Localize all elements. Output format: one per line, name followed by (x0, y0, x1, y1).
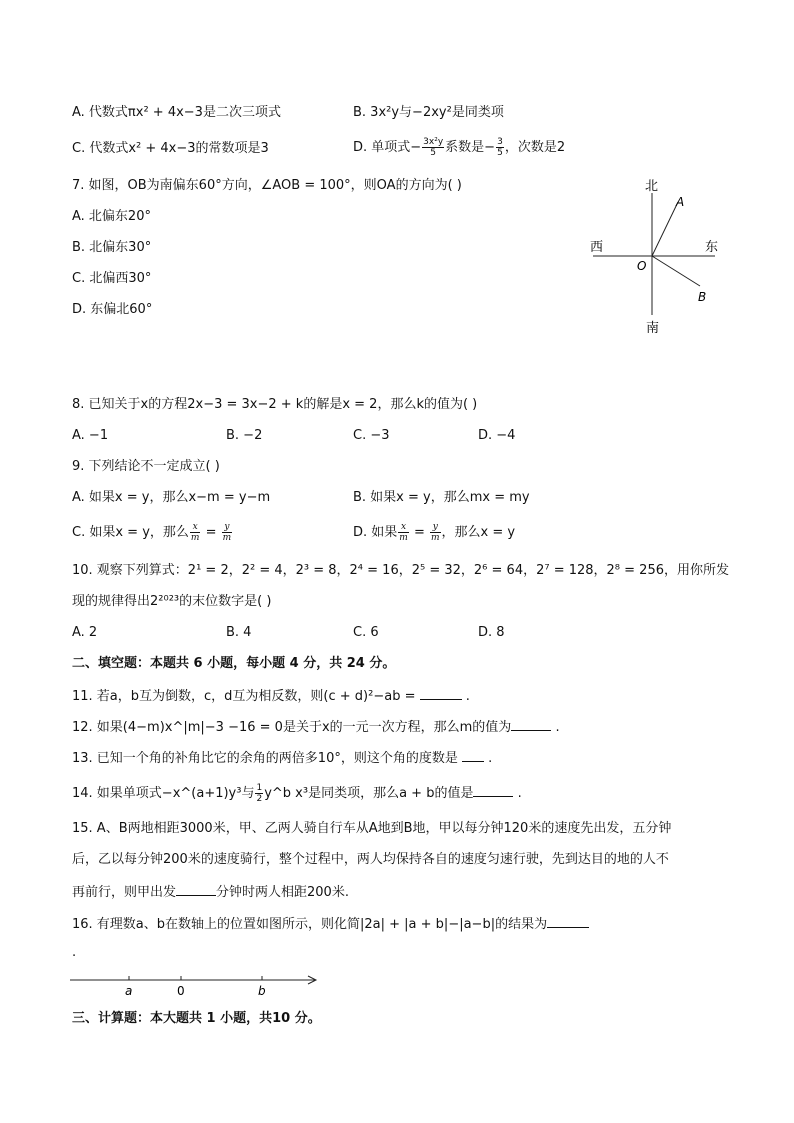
q9-option-c: C. 如果x = y，那么 $\frac{x}{m}$ = $\frac{y}{m}$ (72, 522, 232, 543)
q9-c-fraction-left: $\frac{x}{m}$ (190, 522, 200, 543)
label-point-a: A (676, 195, 685, 209)
q13-answer-blank[interactable] (462, 749, 484, 762)
q12-text: 12. 如果(4−m)x^|m|−3 −16 = 0是关于x的一元一次方程，那么m的值为 (72, 720, 512, 735)
q11-period: . (465, 689, 470, 704)
q13 (72, 749, 492, 767)
q11-text: 11. 若a，b互为倒数，c，d互为相反数，则(c + d)²−ab = (72, 689, 416, 704)
tick-label-a: a (125, 984, 133, 998)
q6-d-mid: 系数是− (445, 140, 496, 155)
q15-line3-post: 分钟时两人相距200米. (216, 885, 349, 900)
q10-option-b: B. 4 (226, 625, 252, 640)
q11 (72, 687, 470, 705)
q8-option-d: D. −4 (478, 428, 516, 443)
q6-option-c: C. 代数式x² + 4x−3的常数项是3 (72, 141, 269, 156)
q14 (72, 783, 522, 805)
q15-line3-pre: 再前行，则甲出发 (72, 885, 177, 900)
q7-stem: 7. 如图，OB为南偏东60°方向，∠AOB = 100°，则OA的方向为( ) (72, 178, 462, 193)
q16-stem (72, 915, 589, 933)
q10-option-c: C. 6 (353, 625, 379, 640)
q9-d-suffix: ，那么x = y (441, 525, 516, 540)
q9-option-d: D. 如果 $\frac{x}{m}$ = $\frac{y}{m}$ ，那么x = y (353, 522, 516, 543)
q15-answer-blank[interactable] (176, 883, 216, 896)
q10-option-d: D. 8 (478, 625, 505, 640)
q6-d-suffix: ，次数是2 (504, 140, 566, 155)
q7-compass-figure (585, 175, 725, 340)
q6-d-fraction2-num: 3 (497, 137, 503, 147)
label-north: 北 (645, 179, 659, 194)
label-west: 西 (590, 240, 604, 255)
q16-number-line (70, 970, 325, 1000)
tick-label-b: b (258, 984, 266, 998)
q12 (72, 718, 560, 736)
q13-text: 13. 已知一个角的补角比它的余角的两倍多10°，则这个角的度数是 (72, 751, 458, 766)
q12-period: . (555, 720, 560, 735)
q6-d-fraction2 (496, 137, 504, 158)
q8-option-b: B. −2 (226, 428, 263, 443)
label-point-b: B (698, 290, 707, 304)
ray-oa (652, 202, 678, 256)
q16-text: 16. 有理数a、b在数轴上的位置如图所示，则化简|2a| + |a + b|−|a−b|的结果为 (72, 917, 548, 932)
label-south: 南 (646, 321, 660, 336)
q7-option-d: D. 东偏北60° (72, 302, 153, 317)
q12-answer-blank[interactable] (511, 718, 551, 731)
q10-line1: 10. 观察下列算式：2¹ = 2，2² = 4，2³ = 8，2⁴ = 16，2⁵ = 32，2⁶ = 64，2⁷ = 128，2⁸ = 256，用你所发 (72, 563, 729, 578)
q7-option-b: B. 北偏东30° (72, 240, 152, 255)
section-3-heading: 三、计算题：本大题共 1 小题，共10 分。 (72, 1011, 321, 1026)
q6-d-prefix: D. 单项式− (353, 140, 422, 155)
q6-option-d (353, 136, 565, 160)
q10-line2: 现的规律得出2²⁰²³的末位数字是( ) (72, 594, 272, 609)
q11-answer-blank[interactable] (420, 687, 462, 700)
q15-line3 (72, 883, 349, 901)
q6-d-fraction-den: 5 (430, 148, 437, 158)
q9-c-prefix: C. 如果x = y，那么 (72, 525, 189, 540)
q9-stem: 9. 下列结论不一定成立( ) (72, 459, 220, 474)
q9-option-a: A. 如果x = y，那么x−m = y−m (72, 490, 271, 505)
tick-label-zero: 0 (177, 984, 185, 998)
q8-option-c: C. −3 (353, 428, 390, 443)
q10-option-a: A. 2 (72, 625, 98, 640)
q7-option-a: A. 北偏东20° (72, 209, 151, 224)
q9-d-fraction-right: $\frac{y}{m}$ (431, 522, 440, 543)
q6-d-fraction2-den: 5 (497, 148, 503, 158)
q13-period: . (488, 751, 493, 766)
q9-d-prefix: D. 如果 (353, 525, 398, 540)
q14-text-post: y^b x³是同类项，那么a + b的值是 (264, 786, 474, 801)
q6-option-b: B. 3x²y与−2xy²是同类项 (353, 105, 504, 120)
label-east: 东 (705, 240, 719, 255)
q9-option-b: B. 如果x = y，那么mx = my (353, 490, 530, 505)
ray-ob (652, 256, 700, 286)
q14-answer-blank[interactable] (473, 784, 513, 797)
section-2-heading: 二、填空题：本题共 6 小题，每小题 4 分，共 24 分。 (72, 656, 396, 671)
q14-fraction: $\frac{1}{2}$ (256, 783, 263, 804)
q9-c-fraction-right: $\frac{y}{m}$ (222, 522, 232, 543)
q16-period: . (72, 945, 77, 960)
q6-d-fraction (422, 137, 444, 158)
q6-d-fraction-num: 3x²y (423, 137, 444, 147)
q8-option-a: A. −1 (72, 428, 109, 443)
q6-option-a: A. 代数式πx² + 4x−3是二次三项式 (72, 105, 281, 120)
q14-text-pre: 14. 如果单项式−x^(a+1)y³与 (72, 786, 255, 801)
q14-period: . (517, 786, 522, 801)
label-origin: O (637, 259, 647, 273)
q9-d-fraction-left: $\frac{x}{m}$ (399, 522, 408, 543)
q15-line2: 后，乙以每分钟200米的速度骑行，整个过程中，两人均保持各自的速度匀速行驶，先到达目的地的人不 (72, 852, 669, 867)
q16-answer-blank[interactable] (547, 915, 589, 928)
q15-line1: 15. A、B两地相距3000米，甲、乙两人骑自行车从A地到B地，甲以每分钟120米的速度先出发，五分钟 (72, 821, 672, 836)
q7-option-c: C. 北偏西30° (72, 271, 152, 286)
q8-stem: 8. 已知关于x的方程2x−3 = 3x−2 + k的解是x = 2，那么k的值为( ) (72, 397, 478, 412)
